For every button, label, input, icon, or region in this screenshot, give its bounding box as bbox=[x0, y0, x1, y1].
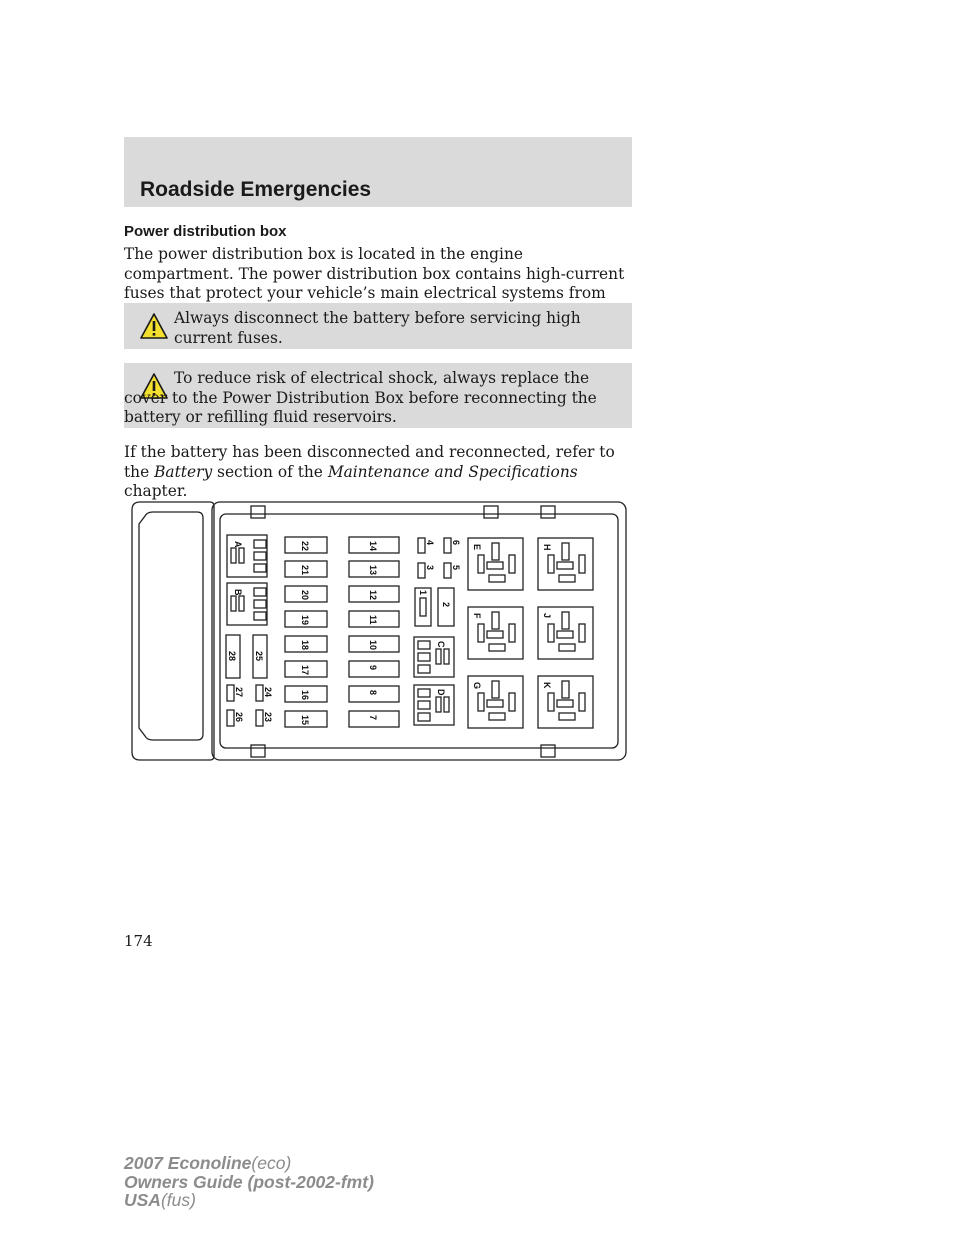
page-number: 174 bbox=[124, 932, 153, 950]
label-fuse-27: 27 bbox=[234, 687, 244, 698]
label-relay-k: K bbox=[542, 682, 552, 689]
label-fuse-6: 6 bbox=[451, 540, 461, 546]
footer-model-code: (eco) bbox=[251, 1153, 292, 1173]
warning-text-1: Always disconnect the battery before servicing high current fuses. bbox=[174, 309, 581, 347]
label-fuse-7: 7 bbox=[368, 715, 378, 721]
label-fuse-24: 24 bbox=[263, 687, 273, 698]
label-fuse-14: 14 bbox=[368, 541, 378, 552]
label-fuse-20: 20 bbox=[300, 590, 310, 601]
relay-a bbox=[227, 535, 267, 577]
label-fuse-26: 26 bbox=[234, 712, 244, 723]
label-fuse-21: 21 bbox=[300, 565, 310, 576]
footer-model: 2007 Econoline bbox=[124, 1153, 252, 1173]
chapter-header bbox=[124, 137, 632, 207]
battery-note-pre: If the battery has been disconnected and reconnected, refer to the bbox=[124, 443, 615, 481]
box-cover-recess bbox=[139, 512, 203, 740]
label-relay-g: G bbox=[472, 682, 482, 690]
relay-b bbox=[227, 583, 267, 625]
label-fuse-8: 8 bbox=[368, 690, 378, 696]
warning-text-2: To reduce risk of electrical shock, always replace the cover to the Power Distribution Box before reconnecting the battery or refilling fluid reservoirs. bbox=[124, 369, 597, 426]
label-fuse-19: 19 bbox=[300, 615, 310, 626]
relay-d bbox=[414, 685, 454, 725]
chapter-reference: Maintenance and Specifications bbox=[327, 462, 578, 481]
label-fuse-2: 2 bbox=[441, 602, 451, 608]
label-fuse-12: 12 bbox=[368, 590, 378, 601]
label-fuse-1: 1 bbox=[418, 590, 428, 596]
label-fuse-17: 17 bbox=[300, 665, 310, 676]
fuse-27 bbox=[227, 685, 234, 701]
label-relay-c: C bbox=[436, 641, 446, 648]
label-fuse-18: 18 bbox=[300, 640, 310, 651]
label-relay-b: B bbox=[233, 589, 243, 596]
warning-box-1 bbox=[124, 303, 632, 349]
label-relay-d: D bbox=[436, 689, 446, 696]
label-fuse-15: 15 bbox=[300, 715, 310, 726]
label-fuse-28: 28 bbox=[227, 651, 237, 662]
label-fuse-9: 9 bbox=[368, 665, 378, 671]
warning-box-2 bbox=[124, 363, 632, 428]
label-relay-a: A bbox=[233, 541, 243, 548]
label-fuse-5: 5 bbox=[451, 565, 461, 571]
section-title: Power distribution box bbox=[124, 223, 287, 240]
label-fuse-4: 4 bbox=[425, 540, 435, 546]
label-fuse-25: 25 bbox=[254, 651, 264, 662]
footer-market: USA bbox=[124, 1190, 161, 1210]
fuse-4 bbox=[418, 538, 425, 553]
label-relay-h: H bbox=[542, 544, 552, 551]
label-fuse-3: 3 bbox=[425, 565, 435, 571]
label-fuse-23: 23 bbox=[263, 712, 273, 723]
label-fuse-16: 16 bbox=[300, 690, 310, 701]
power-distribution-box-diagram bbox=[128, 498, 630, 764]
label-fuse-13: 13 bbox=[368, 565, 378, 576]
battery-note-mid: section of the bbox=[217, 462, 323, 481]
fuse-5 bbox=[444, 563, 451, 578]
fuse-23 bbox=[256, 710, 263, 726]
document-footer bbox=[124, 1154, 374, 1210]
warning-triangle-icon bbox=[140, 313, 168, 339]
label-relay-j: J bbox=[542, 613, 552, 619]
label-relay-f: F bbox=[472, 613, 482, 619]
relay-c bbox=[414, 637, 454, 677]
box-cover-outline bbox=[132, 502, 214, 760]
footer-guide: Owners Guide (post-2002-fmt) bbox=[124, 1171, 374, 1192]
intro-paragraph: The power distribution box is located in the engine compartment. The power distribution box contains high-current fuses that protect your vehicle’s main electrical systems from bbox=[124, 245, 625, 302]
battery-note-post: chapter. bbox=[124, 482, 188, 500]
fuse-26 bbox=[227, 710, 234, 726]
fuse-3 bbox=[418, 563, 425, 578]
label-fuse-22: 22 bbox=[300, 541, 310, 552]
battery-section-reference: Battery bbox=[154, 462, 213, 481]
battery-note bbox=[124, 443, 632, 502]
fuse-24 bbox=[256, 685, 263, 701]
footer-market-code: (fus) bbox=[160, 1190, 196, 1210]
label-fuse-11: 11 bbox=[368, 615, 378, 625]
label-fuse-10: 10 bbox=[368, 640, 378, 651]
fuse-6 bbox=[444, 538, 451, 553]
chapter-title: Roadside Emergencies bbox=[140, 178, 372, 201]
label-relay-e: E bbox=[472, 544, 482, 551]
